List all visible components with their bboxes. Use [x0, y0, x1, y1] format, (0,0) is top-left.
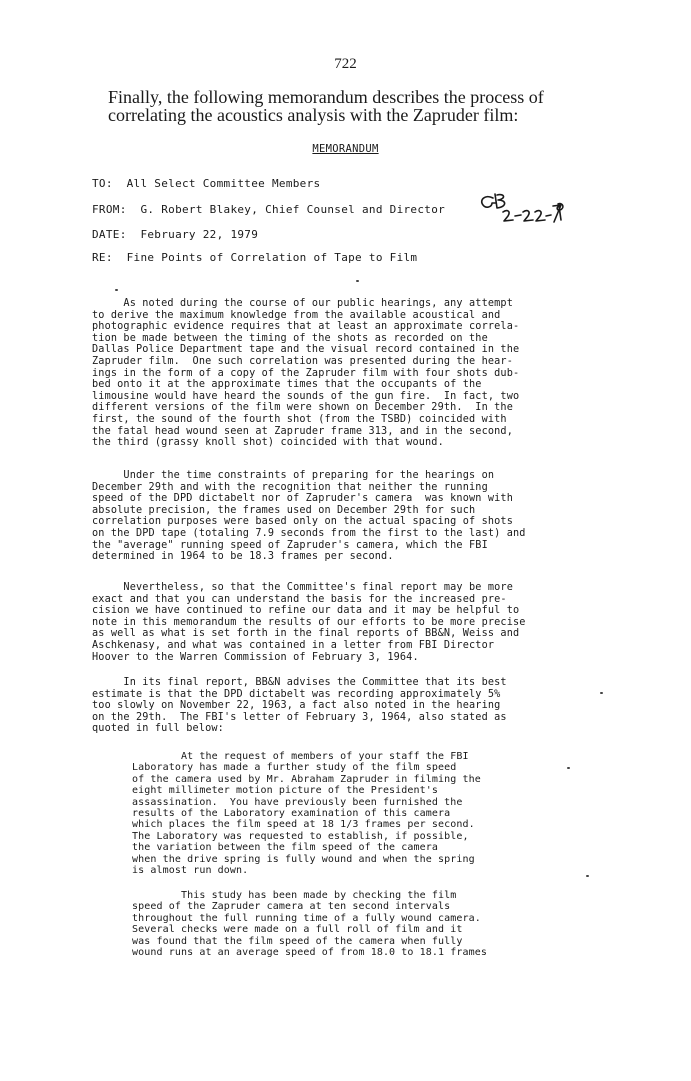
text-line: too slowly on November 22, 1963, a fact also noted in the hearing — [92, 700, 501, 712]
text-line: wound runs at an average speed of from 18.0 to 18.1 frames — [132, 947, 487, 959]
text-line: correlation purposes were based only on the actual spacing of shots — [92, 516, 513, 528]
text-line: speed of the Zapruder camera at ten second intervals — [132, 901, 451, 913]
text-line: limousine would have heard the sounds of the gun fire. In fact, two — [92, 390, 520, 402]
text-line: Hoover to the Warren Commission of February 3, 1964. — [92, 651, 419, 663]
text-line: of the camera used by Mr. Abraham Zapruder in filming the — [132, 773, 481, 785]
text-line: estimate is that the DPD dictabelt was recording approximately 5% — [92, 688, 501, 700]
scan-speck — [356, 280, 359, 282]
text-line: the fatal head wound seen at Zapruder frame 313, and in the second, — [92, 425, 513, 437]
text-line: In its final report, BB&N advises the Committee that its best — [92, 677, 507, 688]
text-line: As noted during the course of our public hearings, any attempt — [92, 298, 513, 309]
handwritten-initials-and-date — [475, 190, 565, 230]
quoted-letter-paragraph — [132, 890, 572, 958]
text-line: eight millimeter motion picture of the President's — [132, 785, 439, 797]
text-line: Zapruder film. One such correlation was presented during the hear- — [92, 355, 513, 367]
text-line: determined in 1964 to be 18.3 frames per second. — [92, 551, 394, 563]
memo-paragraph — [92, 470, 592, 563]
text-line: results of the Laboratory examination of this camera — [132, 808, 451, 820]
text-line: The Laboratory was requested to establish, if possible, — [132, 830, 469, 842]
text-line: Under the time constraints of preparing for the hearings on — [92, 470, 495, 481]
text-line: tion be made between the timing of the shots as recorded on the — [92, 332, 488, 344]
text-line: This study has been made by checking the film — [132, 890, 457, 901]
scan-speck — [567, 767, 570, 769]
memo-from-line: FROM: G. Robert Blakey, Chief Counsel and Director — [92, 203, 446, 216]
quoted-letter-paragraph — [132, 751, 572, 876]
memo-date-line: DATE: February 22, 1979 — [92, 228, 259, 241]
scan-speck — [600, 692, 603, 694]
text-line: to derive the maximum knowledge from the available acoustical and — [92, 309, 501, 321]
text-line: Nevertheless, so that the Committee's final report may be more — [92, 582, 513, 593]
intro-paragraph: Finally, the following memorandum describes the process of correlating the acoustics analysis with the Zapruder film: — [108, 87, 544, 125]
text-line: on the 29th. The FBI's letter of February 3, 1964, also stated as — [92, 711, 507, 723]
memo-paragraph — [92, 677, 592, 735]
text-line: different versions of the film were shown on December 29th. In the — [92, 402, 513, 414]
page-number: 722 — [334, 56, 357, 72]
text-line: Laboratory has made a further study of the film speed — [132, 762, 457, 774]
text-line: photographic evidence requires that at least an approximate correla- — [92, 321, 520, 333]
text-line: Aschkenasy, and what was contained in a letter from FBI Director — [92, 639, 495, 651]
text-line: speed of the DPD dictabelt nor of Zapruder's camera was known with — [92, 493, 513, 505]
text-line: throughout the full running time of a fully wound camera. — [132, 912, 481, 924]
text-line: the variation between the film speed of the camera — [132, 842, 439, 854]
memo-title: MEMORANDUM — [312, 143, 379, 155]
text-line: was found that the film speed of the camera when fully — [132, 935, 463, 947]
text-line: is almost run down. — [132, 865, 249, 877]
text-line: At the request of members of your staff the FBI — [132, 751, 469, 762]
text-line: exact and that you can understand the basis for the increased pre- — [92, 593, 507, 605]
text-line: first, the sound of the fourth shot (from the TSBD) coincided with — [92, 413, 507, 425]
text-line: which places the film speed at 18 1/3 frames per second. — [132, 819, 475, 831]
text-line: note in this memorandum the results of our efforts to be more precise — [92, 616, 526, 628]
memo-paragraph — [92, 298, 592, 449]
text-line: bed onto it at the approximate times that the occupants of the — [92, 379, 482, 391]
text-line: on the DPD tape (totaling 7.9 seconds from the first to the last) and — [92, 527, 526, 539]
text-line: when the drive spring is fully wound and when the spring — [132, 853, 475, 865]
text-line: cision we have continued to refine our data and it may be helpful to — [92, 605, 520, 617]
text-line: December 29th and with the recognition that neither the running — [92, 481, 488, 493]
scan-speck — [115, 289, 118, 291]
text-line: the "average" running speed of Zapruder's camera, which the FBI — [92, 539, 488, 551]
scan-speck — [586, 875, 589, 877]
text-line: Dallas Police Department tape and the visual record contained in the — [92, 344, 520, 356]
text-line: absolute precision, the frames used on December 29th for such — [92, 504, 476, 516]
memo-paragraph — [92, 582, 592, 663]
text-line: the third (grassy knoll shot) coincided with that wound. — [92, 437, 444, 449]
text-line: ings in the form of a copy of the Zapruder film with four shots dub- — [92, 367, 520, 379]
text-line: assassination. You have previously been furnished the — [132, 796, 463, 808]
memo-to-line: TO: All Select Committee Members — [92, 177, 321, 190]
text-line: Several checks were made on a full roll of film and it — [132, 924, 463, 936]
text-line: as well as what is set forth in the final reports of BB&N, Weiss and — [92, 628, 520, 640]
text-line: quoted in full below: — [92, 723, 224, 735]
memo-re-line: RE: Fine Points of Correlation of Tape to Film — [92, 251, 418, 264]
